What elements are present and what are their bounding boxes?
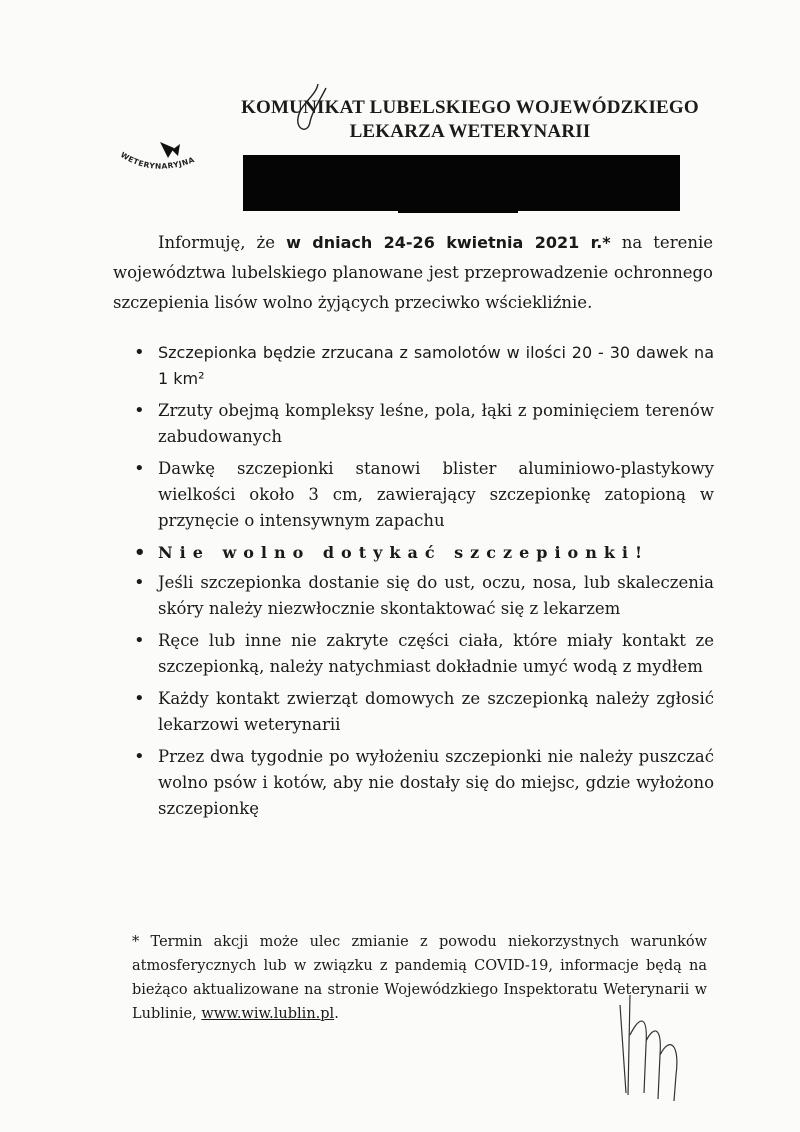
list-item: • Zrzuty obejmą kompleksy leśne, pola, łąki z pominięciem terenów zabudowanych bbox=[132, 398, 714, 450]
intro-pre: Informuję, że bbox=[158, 233, 287, 252]
title-line-1: KOMUNIKAT LUBELSKIEGO WOJEWÓDZKIEGO bbox=[241, 97, 699, 118]
svg-text:WETERYNARYJNA bbox=[119, 150, 196, 171]
redacted-block bbox=[243, 155, 680, 211]
intro-paragraph bbox=[113, 228, 713, 318]
list-item: • Jeśli szczepionka dostanie się do ust, oczu, nosa, lub skaleczenia skóry należy niezwłocznie skontaktować się z lekarzem bbox=[132, 570, 714, 622]
intro-date-bold: w dniach 24-26 kwietnia 2021 r.* bbox=[286, 233, 611, 252]
footnote-end: . bbox=[334, 1006, 339, 1022]
handwritten-mark bbox=[290, 82, 330, 138]
signature bbox=[600, 975, 710, 1105]
website-link[interactable]: www.wiw.lublin.pl bbox=[201, 1006, 335, 1022]
footnote-text: * Termin akcji może ulec zmianie z powodu niekorzystnych warunków atmosferycznych lub w związku z pandemią COVID-19, informacje będą na bieżąco aktualizowane na stronie Wojewódzkiego Inspektoratu Weterynarii w Lublinie, bbox=[132, 934, 707, 1022]
intro-post: na terenie województwa lubelskiego planowane jest przeprowadzenie ochronnego szczepienia lisów wolno żyjących przeciwko wściekliźnie. bbox=[113, 233, 714, 312]
list-item: • Szczepionka będzie zrzucana z samolotów w ilości 20 - 30 dawek na 1 km² bbox=[132, 340, 714, 392]
list-item-warning: • Nie wolno dotykać szczepionki! bbox=[132, 540, 714, 566]
list-item: • Przez dwa tygodnie po wyłożeniu szczepionki nie należy puszczać wolno psów i kotów, aby nie dostały się do miejsc, gdzie wyłożono szczepionkę bbox=[132, 744, 714, 822]
bullet-list bbox=[132, 340, 714, 822]
list-item: • Dawkę szczepionki stanowi blister aluminiowo-plastykowy wielkości około 3 cm, zawierający szczepionkę zatopioną w przynęcie o intensywnym zapachu bbox=[132, 456, 714, 534]
list-item: • Każdy kontakt zwierząt domowych ze szczepionką należy zgłosić lekarzowi weterynarii bbox=[132, 686, 714, 738]
logo-text: WETERYNARYJNA bbox=[118, 150, 196, 171]
veterinary-seal-logo bbox=[112, 136, 212, 186]
list-item: • Ręce lub inne nie zakryte części ciała, które miały kontakt ze szczepionką, należy natychmiast dokładnie umyć wodą z mydłem bbox=[132, 628, 714, 680]
title-line-2: LEKARZA WETERYNARII bbox=[349, 121, 591, 142]
